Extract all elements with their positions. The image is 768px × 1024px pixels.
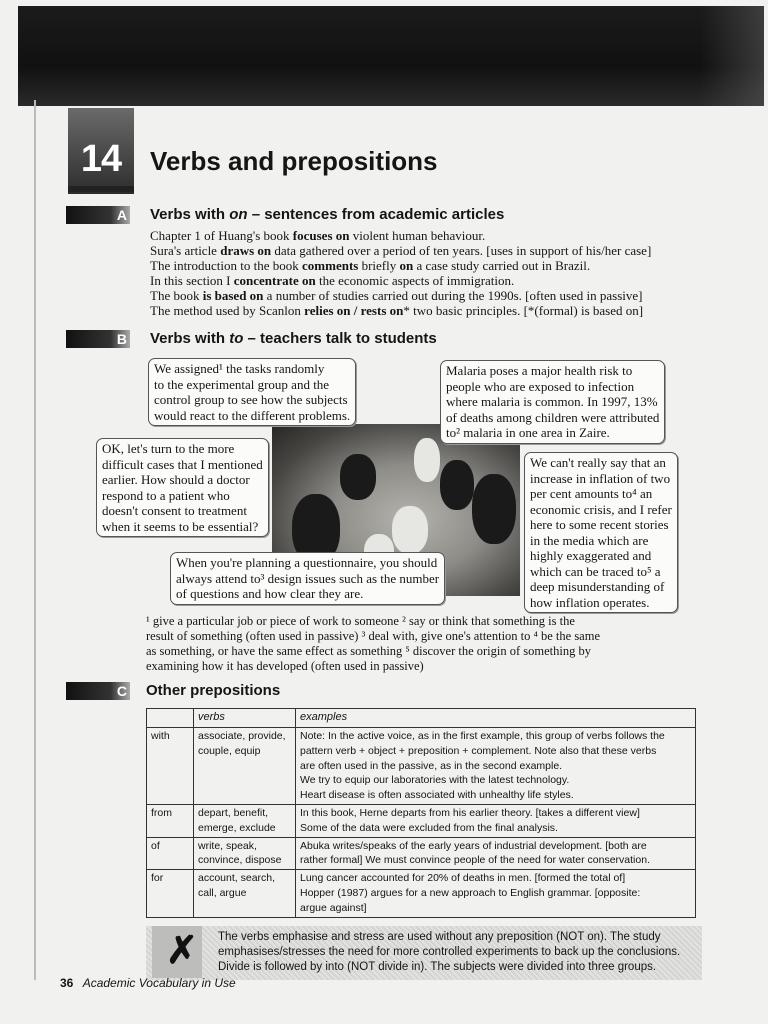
example-line: In this book, Herne departs from his earlier theory. [takes a different view] [300,806,640,819]
example-line: rather formal] We must convince people of the need for water conservation. [300,854,650,867]
verbs-line: couple, equip [198,744,261,757]
examples-cell [296,804,696,837]
examples-cell [296,728,696,805]
verb-phrase: focuses on [292,228,350,243]
example-line: pattern verb + object + preposition + complement. Note also that these verbs [300,744,657,757]
example-line: Heart disease is often associated with unhealthy life styles. [300,789,574,802]
note-text: The verbs emphasise and stress are used without any preposition (NOT on). The study emphasises/stresses the need for more controlled experiments to back up the conclusions. Divide is followed by into (NOT divide in). The subjects were divided into three groups. [218,931,681,973]
example-line: We try to equip our laboratories with the latest technology. [300,774,570,787]
sentence-text: briefly [358,258,400,273]
speech-bubble-inflation: We can't really say that an increase in inflation of two per cent amounts to⁴ an economic crisis, and I refer here to some recent stories in the media which are highly exaggerated and which can be traced to⁵ a deep misunderstanding of how inflation operates. [524,452,678,613]
verbs-line: convince, dispose [198,854,282,867]
prepositions-table [146,708,696,918]
table-header-row [147,709,696,728]
section-a-sentence [150,288,643,303]
section-a-sentence [150,258,590,273]
examples-cell [296,837,696,870]
table-row [147,804,696,837]
verb-phrase: comments [302,258,359,273]
table-header-verbs: verbs [194,709,296,728]
preposition-cell: with [147,728,194,805]
table-header-prep [147,709,194,728]
verbs-cell [194,870,296,917]
verbs-cell [194,804,296,837]
sentence-text: The introduction to the book [150,258,303,273]
speech-bubble-questionnaire: When you're planning a questionnaire, you should always attend to³ design issues such as the number of questions and how clear they are. [170,552,445,605]
table-header-examples: examples [296,709,696,728]
verbs-line: depart, benefit, [198,806,269,819]
section-c-heading: Other prepositions [146,682,281,699]
sentence-text: violent human behaviour. [349,228,486,243]
top-banner [18,6,764,106]
sentence-text: data gathered over a period of ten years. [uses in support of his/her case] [271,243,652,258]
section-c-marker [66,682,130,700]
warning-icon: ✗ [152,926,202,978]
book-title: Academic Vocabulary in Use [82,976,236,990]
section-a-sentence [150,228,485,243]
sentence-text: In this section I [150,273,234,288]
verbs-line: account, search, [198,872,276,885]
preposition-cell: from [147,804,194,837]
verbs-line: associate, provide, [198,730,286,742]
table-row [147,837,696,870]
table-row [147,728,696,805]
verb-phrase: is based on [202,288,264,303]
speech-bubble-assigned: We assigned¹ the tasks randomly to the experimental group and the control group to see how the subjects would react to the different problems. [148,358,356,426]
section-a-sentence [150,303,643,318]
verbs-line: emerge, exclude [198,821,276,834]
example-line: are often used in the passive, as in the second example. [300,759,563,772]
table-row [147,870,696,917]
verbs-line: write, speak, [198,839,257,852]
sentence-text: The method used by Scanlon [150,303,305,318]
page-number: 36 [60,976,74,990]
example-line: Hopper (1987) argues for a new approach to English grammar. [opposite: [300,886,641,899]
section-c-letter: C [116,683,127,699]
sentence-text: a number of studies carried out during the 1990s. [often used in passive] [263,288,643,303]
verbs-line: call, argue [198,886,247,899]
section-b-marker [66,330,130,348]
section-a-letter: A [116,207,127,223]
banner-edge [700,6,764,106]
sentence-text: Chapter 1 of Huang's book [150,228,293,243]
footnotes: ¹ give a particular job or piece of work to someone ² say or think that something is the result of something (often used in passive) ³ deal with, give one's attention to ⁴ be the same as something, or have the same effect as something ⁵ discover the origin of something by examining how it has developed (often used in passive) [146,614,601,673]
sentence-text: The book [150,288,203,303]
page-footer [60,976,236,990]
verb-phrase: on [399,258,414,273]
sentence-text: a case study carried out in Brazil. [413,258,591,273]
chapter-number: 14 [80,138,122,180]
examples-cell [296,870,696,917]
example-line: Note: In the active voice, as in the first example, this group of verbs follows the [300,730,665,742]
section-a-heading: Verbs with on – sentences from academic articles [150,206,505,223]
sentence-text: Sura's article [150,243,221,258]
verb-phrase: draws on [220,243,272,258]
section-a-sentence [150,243,651,258]
verbs-cell [194,837,296,870]
preposition-cell: of [147,837,194,870]
page-title: Verbs and prepositions [150,146,438,176]
sentence-text: the economic aspects of immigration. [315,273,515,288]
example-line: argue against] [300,901,367,914]
verbs-cell [194,728,296,805]
sentence-text: * two basic principles. [*(formal) is based on] [403,303,644,318]
speech-bubble-turn: OK, let's turn to the more difficult cases that I mentioned earlier. How should a doctor respond to a patient who doesn't consent to treatment when it seems to be essential? [96,438,269,537]
section-b-heading: Verbs with to – teachers talk to students [150,330,437,347]
section-b-letter: B [116,331,127,347]
section-a-marker [66,206,130,224]
preposition-cell: for [147,870,194,917]
speech-bubble-malaria: Malaria poses a major health risk to people who are exposed to infection where malaria is common. In 1997, 13% of deaths among children were attributed to² malaria in one area in Zaire. [440,360,665,444]
verb-phrase: relies on / rests on [304,303,404,318]
example-line: Lung cancer accounted for 20% of deaths in men. [formed the total of] [300,872,626,885]
example-line: Some of the data were excluded from the final analysis. [300,821,558,834]
page-margin-line [34,100,36,980]
verb-phrase: concentrate on [233,273,316,288]
example-line: Abuka writes/speaks of the early years of industrial development. [both are [300,839,647,852]
section-a-sentence [150,273,514,288]
chapter-bar [68,186,134,192]
